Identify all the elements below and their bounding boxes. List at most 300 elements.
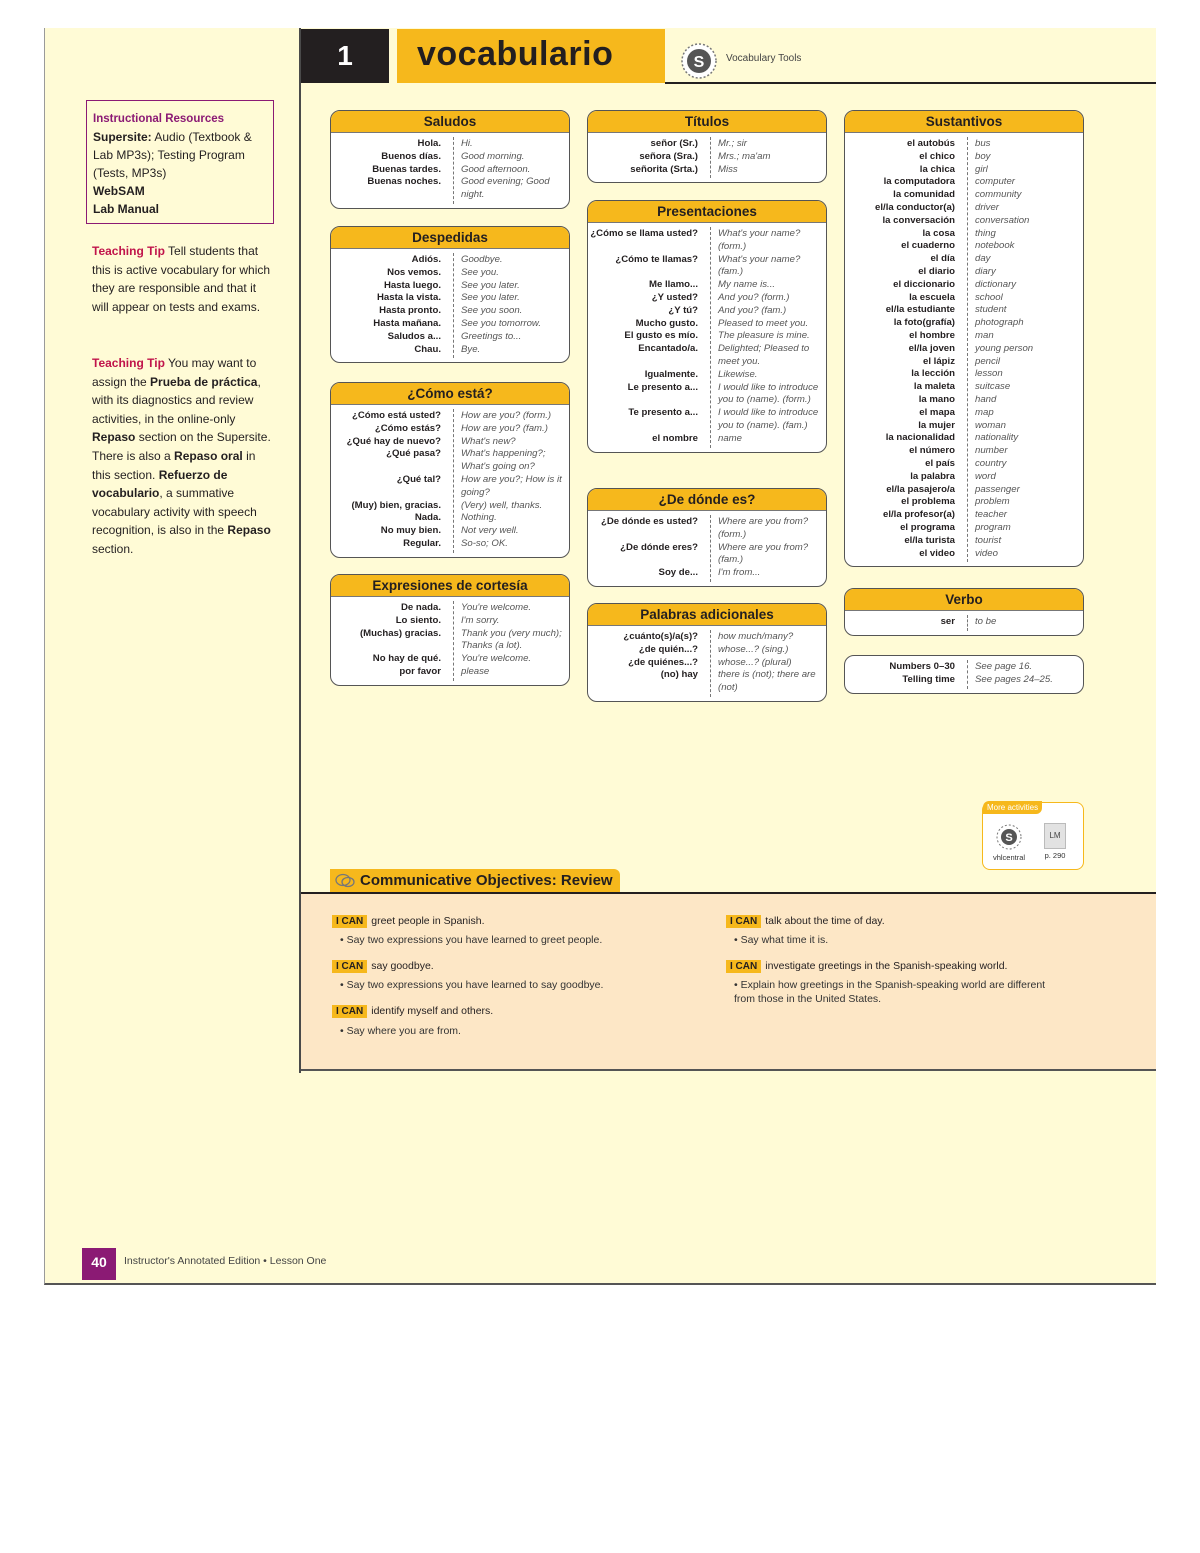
vocab-row — [588, 657, 826, 670]
spanish-term: De nada. — [401, 602, 441, 613]
tip-term: Repaso — [227, 523, 271, 538]
spanish-term: Numbers 0–30 — [889, 661, 955, 672]
vocab-row — [331, 176, 569, 202]
english-translation: How are you?; How is it going? — [461, 473, 562, 498]
english-translation: So-so; OK. — [461, 537, 508, 549]
vocab-row — [845, 616, 1083, 629]
spanish-term: señora (Sra.) — [639, 150, 698, 162]
english-translation: Pleased to meet you. — [718, 317, 809, 329]
english-translation: notebook — [975, 240, 1015, 252]
spanish-term: ¿Qué pasa? — [386, 448, 441, 460]
spanish-term: Hasta luego. — [383, 279, 441, 291]
vocab-row — [588, 330, 826, 343]
spanish-term: el/la profesor(a) — [883, 509, 955, 521]
english-translation: How are you? (fam.) — [461, 422, 548, 434]
tip-text: , a summative vocabulary activity with speech recognition, is also in the — [92, 486, 257, 538]
i-can-badge: I CAN — [726, 915, 761, 928]
tip-text: in this section. — [92, 448, 256, 482]
i-can-badge: I CAN — [332, 960, 367, 973]
resources-title: Instructional Resources — [93, 113, 225, 125]
english-translation: See page 16. — [975, 661, 1033, 672]
english-translation: pencil — [975, 355, 1001, 367]
spanish-term: Adiós. — [411, 254, 441, 265]
objectives-header — [330, 869, 620, 893]
teaching-tip-text: Tell students that this is active vocabulary for which they are responsible and that it will appear on tests and exams. — [92, 244, 271, 314]
spanish-term: el día — [930, 253, 955, 265]
vocab-row — [331, 448, 569, 474]
spanish-term: Regular. — [403, 537, 441, 549]
spanish-term: la palabra — [910, 470, 955, 482]
resource-item — [93, 182, 267, 200]
english-translation: Good evening; Good night. — [461, 176, 550, 201]
english-translation: Good morning. — [461, 150, 525, 162]
spanish-term: Mucho gusto. — [635, 317, 698, 329]
spanish-term: la foto(grafía) — [893, 317, 955, 329]
english-translation: bus — [975, 138, 991, 149]
vocab-row — [845, 356, 1083, 369]
english-translation: I'm sorry. — [461, 614, 500, 626]
vocab-row — [331, 305, 569, 318]
english-translation: Good afternoon. — [461, 163, 531, 175]
spanish-term: ¿De dónde eres? — [620, 541, 698, 553]
english-translation: there is (not); there are (not) — [718, 669, 816, 694]
vocab-row — [845, 240, 1083, 253]
spanish-term: Hasta mañana. — [373, 317, 441, 329]
vocab-box-palabras-adicionales — [587, 603, 827, 702]
vocab-row — [845, 151, 1083, 164]
english-translation: word — [975, 470, 996, 482]
english-translation: Where are you from? (fam.) — [718, 541, 809, 566]
supersite-link[interactable] — [991, 823, 1027, 862]
vocab-box-de-donde — [587, 488, 827, 587]
english-translation: You're welcome. — [461, 602, 532, 613]
vocab-row — [588, 631, 826, 644]
english-translation: man — [975, 329, 994, 341]
spanish-term: señorita (Srta.) — [630, 163, 698, 175]
english-translation: girl — [975, 163, 988, 175]
english-translation: day — [975, 253, 991, 265]
resource-item — [93, 200, 267, 218]
lab-manual-icon: LM — [1044, 823, 1066, 849]
spanish-term: el chico — [919, 150, 955, 162]
vocab-row — [331, 164, 569, 177]
english-translation: Hi. — [461, 138, 473, 149]
english-translation: Not very well. — [461, 525, 519, 537]
vocab-row — [845, 484, 1083, 497]
spanish-term: Buenas noches. — [367, 176, 441, 188]
objective-text: greet people in Spanish. — [371, 915, 485, 927]
english-translation: See you later. — [461, 292, 520, 304]
vocab-rows — [588, 626, 826, 701]
objective-item — [332, 915, 484, 928]
english-translation: student — [975, 304, 1007, 316]
spanish-term: el país — [925, 457, 955, 469]
english-translation: Nothing. — [461, 512, 497, 524]
spanish-term: Hasta la vista. — [377, 292, 441, 304]
spanish-term: el hombre — [909, 329, 955, 341]
objective-bullet: • Explain how greetings in the Spanish-speaking world are different from those in the United States. — [734, 979, 1046, 1005]
english-translation: thing — [975, 227, 996, 239]
vocab-box-verbo — [844, 588, 1084, 636]
vocab-rows — [331, 133, 569, 208]
spanish-term: la mujer — [918, 419, 955, 431]
objective-item — [726, 915, 885, 928]
objective-item — [726, 960, 1007, 973]
vocab-row — [331, 331, 569, 344]
vocab-box-como-esta — [330, 382, 570, 558]
english-translation: Mr.; sir — [718, 138, 747, 149]
spanish-term: Soy de... — [658, 567, 698, 579]
english-translation: What's new? — [461, 435, 516, 447]
spanish-term: el/la estudiante — [885, 304, 955, 316]
english-translation: lesson — [975, 368, 1003, 380]
vocab-rows — [331, 597, 569, 685]
vocab-row — [845, 202, 1083, 215]
vocab-box-title: Presentaciones — [588, 201, 826, 223]
lesson-number: 1 — [301, 29, 389, 83]
spanish-term: Le presento a... — [627, 381, 698, 393]
vocab-row — [845, 189, 1083, 202]
vocab-row — [845, 496, 1083, 509]
header-rule — [665, 82, 1156, 84]
english-translation: map — [975, 406, 994, 418]
page-title: vocabulario — [417, 35, 614, 73]
english-translation: passenger — [975, 483, 1020, 495]
spanish-term: (Muchas) gracias. — [359, 627, 441, 639]
english-translation: Mrs.; ma'am — [718, 150, 771, 162]
vocab-box-saludos — [330, 110, 570, 209]
spanish-term: el diccionario — [893, 278, 955, 290]
vocab-row — [588, 151, 826, 164]
vocab-row — [588, 669, 826, 695]
vocab-row — [588, 407, 826, 433]
objective-text: talk about the time of day. — [765, 915, 885, 927]
vocab-row — [588, 567, 826, 580]
spanish-term: No muy bien. — [380, 525, 441, 537]
vocab-row — [331, 653, 569, 666]
english-translation: Likewise. — [718, 368, 758, 380]
english-translation: I would like to introduce you to (name). (fam.) — [718, 407, 819, 431]
vocab-row — [331, 525, 569, 538]
vocab-row — [845, 317, 1083, 330]
objective-bullet: • Say two expressions you have learned to say goodbye. — [340, 979, 604, 991]
title-banner — [397, 29, 665, 83]
english-translation: driver — [975, 201, 999, 213]
english-translation: What's happening?; What's going on? — [461, 448, 546, 473]
vocab-box-title: Despedidas — [331, 227, 569, 249]
english-translation: please — [461, 665, 490, 677]
vocab-row — [845, 304, 1083, 317]
english-translation: number — [975, 445, 1008, 457]
english-translation: woman — [975, 419, 1006, 431]
english-translation: What's your name? (form.) — [718, 228, 801, 252]
english-translation: Delighted; Pleased to meet you. — [718, 343, 810, 367]
english-translation: Where are you from? (form.) — [718, 516, 809, 540]
english-translation: school — [975, 291, 1003, 303]
vocab-box-presentaciones — [587, 200, 827, 453]
vocab-row — [588, 138, 826, 151]
vocab-row — [845, 228, 1083, 241]
vocab-row — [845, 471, 1083, 484]
vocab-rows — [331, 249, 569, 362]
vocab-row — [588, 279, 826, 292]
vocab-rows — [588, 223, 826, 452]
objective-text: identify myself and others. — [371, 1005, 494, 1017]
english-translation: How are you? (form.) — [461, 410, 552, 421]
spanish-term: la mano — [918, 393, 955, 405]
spanish-term: Telling time — [902, 673, 955, 685]
english-translation: community — [975, 189, 1022, 201]
vocab-row — [331, 423, 569, 436]
spanish-term: el/la joven — [908, 342, 955, 354]
spanish-term: el video — [919, 547, 955, 559]
english-translation: computer — [975, 176, 1015, 188]
vocab-row — [845, 522, 1083, 535]
english-translation: See pages 24–25. — [975, 673, 1053, 685]
objective-text: investigate greetings in the Spanish-speaking world. — [765, 960, 1008, 972]
vocab-row — [331, 628, 569, 654]
spanish-term: el lápiz — [923, 355, 955, 367]
resource-item-bold: WebSAM — [93, 184, 145, 198]
vocab-row — [331, 615, 569, 628]
footer-text: Instructor's Annotated Edition • Lesson One — [124, 1255, 327, 1267]
spanish-term: el programa — [900, 521, 955, 533]
vocab-row — [845, 407, 1083, 420]
vocab-row — [331, 138, 569, 151]
spanish-term: Hola. — [417, 138, 441, 149]
english-translation: I'm from... — [718, 567, 761, 579]
vocab-box-cortesia — [330, 574, 570, 686]
tip-text: section on the Supersite. There is also a — [92, 430, 271, 463]
vocab-row — [331, 512, 569, 525]
spanish-term: Lo siento. — [395, 614, 441, 626]
vocab-row — [845, 432, 1083, 445]
english-translation: video — [975, 547, 998, 559]
vocab-row — [588, 254, 826, 280]
english-translation: how much/many? — [718, 631, 794, 642]
spanish-term: Hasta pronto. — [379, 305, 441, 317]
vocab-row — [845, 445, 1083, 458]
i-can-badge: I CAN — [332, 1005, 367, 1018]
vocab-row — [845, 420, 1083, 433]
spanish-term: Encantado/a. — [638, 343, 698, 355]
english-translation: whose...? (sing.) — [718, 643, 789, 655]
spanish-term: la escuela — [909, 291, 955, 303]
english-translation: Goodbye. — [461, 254, 503, 265]
objective-text: say goodbye. — [371, 960, 434, 972]
spanish-term: ¿Y usted? — [651, 291, 698, 303]
vocab-rows — [331, 405, 569, 557]
resource-item-bold: Supersite: — [93, 130, 152, 144]
english-translation: What's your name? (fam.) — [718, 253, 801, 278]
vocab-row — [588, 305, 826, 318]
vocab-row — [845, 330, 1083, 343]
spanish-term: señor (Sr.) — [650, 138, 698, 149]
tip-text: , with its diagnostics and review activities, in the online-only — [92, 374, 261, 426]
english-translation: The pleasure is mine. — [718, 330, 810, 342]
vocab-row — [331, 500, 569, 513]
vocab-row — [331, 436, 569, 449]
teaching-tip-2 — [92, 354, 274, 559]
objective-bullet: • Say where you are from. — [340, 1025, 461, 1037]
vocab-row — [331, 410, 569, 423]
english-translation: (Very) well, thanks. — [461, 499, 543, 511]
english-translation: You're welcome. — [461, 653, 532, 665]
tip-term: Prueba de práctica — [150, 374, 258, 389]
vocab-row — [331, 151, 569, 164]
english-translation: boy — [975, 150, 991, 162]
vocab-row — [845, 343, 1083, 356]
vocab-rows — [588, 133, 826, 182]
teaching-tip-label: Teaching Tip — [92, 356, 165, 370]
vocab-row — [588, 343, 826, 369]
vocab-box-title: Sustantivos — [845, 111, 1083, 133]
vocab-box-references — [844, 655, 1084, 694]
english-translation: teacher — [975, 509, 1007, 521]
english-translation: See you. — [461, 266, 499, 278]
i-can-badge: I CAN — [726, 960, 761, 973]
speech-bubble-icon — [334, 871, 356, 891]
vocab-row — [331, 538, 569, 551]
spanish-term: ¿de quién...? — [638, 643, 698, 655]
svg-text:S: S — [693, 54, 705, 71]
vocab-box-title: Expresiones de cortesía — [331, 575, 569, 597]
spanish-term: la cosa — [922, 227, 955, 239]
spanish-term: Me llamo... — [648, 279, 698, 291]
vocab-row — [588, 292, 826, 305]
english-translation: See you tomorrow. — [461, 317, 541, 329]
vocab-row — [588, 542, 826, 568]
supersite-label: vhlcentral — [992, 853, 1026, 862]
vocab-row — [845, 215, 1083, 228]
vocab-box-despedidas — [330, 226, 570, 363]
english-translation: nationality — [975, 432, 1019, 444]
spanish-term: el autobús — [907, 138, 955, 149]
spanish-term: ¿Cómo te llamas? — [615, 253, 698, 265]
english-translation: conversation — [975, 214, 1030, 226]
vocab-box-title: Saludos — [331, 111, 569, 133]
spanish-term: por favor — [399, 665, 441, 677]
svg-text:S: S — [1005, 832, 1013, 844]
spanish-term: Nos vemos. — [387, 266, 441, 278]
vocab-rows — [845, 656, 1083, 693]
vocab-row — [845, 381, 1083, 394]
spanish-term: ¿Qué hay de nuevo? — [346, 435, 441, 447]
vocabulary-tools-link[interactable]: Vocabulary Tools — [726, 53, 802, 64]
lab-manual-link[interactable] — [1037, 823, 1073, 860]
english-translation: See you later. — [461, 279, 520, 291]
resource-item — [93, 128, 267, 182]
tip-term: Refuerzo de vocabulario — [92, 467, 228, 501]
english-translation: dictionary — [975, 278, 1017, 290]
vocab-row — [588, 644, 826, 657]
more-activities-box — [982, 802, 1084, 870]
vocab-box-title: Palabras adicionales — [588, 604, 826, 626]
vocab-rows — [845, 611, 1083, 635]
spanish-term: la conversación — [882, 214, 955, 226]
tip-term: Repaso — [92, 430, 136, 445]
spanish-term: (Muy) bien, gracias. — [351, 499, 441, 511]
vocab-row — [588, 369, 826, 382]
vocab-row — [845, 394, 1083, 407]
spanish-term: el/la conductor(a) — [875, 201, 955, 213]
vocab-row — [331, 318, 569, 331]
spanish-term: Buenas tardes. — [372, 163, 441, 175]
vocab-row — [845, 253, 1083, 266]
spanish-term: ¿de quiénes...? — [628, 656, 698, 668]
vocab-row — [845, 292, 1083, 305]
spanish-term: ¿cuánto(s)/a(s)? — [623, 631, 698, 642]
vocab-row — [845, 458, 1083, 471]
spanish-term: Nada. — [414, 512, 441, 524]
resource-item-text: Audio (Textbook & Lab MP3s); Testing Program (Tests, MP3s) — [93, 130, 252, 180]
lab-manual-page: p. 290 — [1044, 851, 1066, 860]
english-translation: to be — [975, 616, 997, 627]
english-translation: Miss — [718, 163, 738, 175]
tip-text: section. — [92, 541, 134, 556]
vocab-box-title: ¿De dónde es? — [588, 489, 826, 511]
english-translation: name — [718, 432, 742, 444]
english-translation: photograph — [975, 317, 1024, 329]
vocab-row — [845, 674, 1083, 687]
english-translation: I would like to introduce you to (name). (form.) — [718, 381, 819, 406]
vocab-row — [845, 138, 1083, 151]
spanish-term: la computadora — [883, 176, 955, 188]
english-translation: whose...? (plural) — [718, 656, 792, 668]
vocab-row — [845, 548, 1083, 561]
objectives-title: Communicative Objectives: Review — [360, 872, 613, 889]
vocab-box-title: Verbo — [845, 589, 1083, 611]
spanish-term: ¿Cómo se llama usted? — [590, 228, 698, 239]
vocab-row — [331, 344, 569, 357]
english-translation: And you? (fam.) — [718, 304, 787, 316]
spanish-term: la chica — [919, 163, 955, 175]
vocab-row — [588, 164, 826, 177]
spanish-term: el número — [909, 445, 955, 457]
spanish-term: ser — [940, 616, 955, 627]
i-can-badge: I CAN — [332, 915, 367, 928]
english-translation: See you soon. — [461, 305, 523, 317]
vocab-row — [588, 433, 826, 446]
spanish-term: el/la pasajero/a — [886, 483, 955, 495]
english-translation: diary — [975, 265, 996, 277]
spanish-term: la comunidad — [893, 189, 955, 201]
spanish-term: ¿Cómo está usted? — [351, 410, 441, 421]
english-translation: suitcase — [975, 381, 1011, 393]
spanish-term: Buenos días. — [381, 150, 441, 162]
vocab-row — [331, 666, 569, 679]
supersite-icon[interactable] — [680, 42, 718, 80]
vocab-row — [845, 164, 1083, 177]
vocab-row — [588, 516, 826, 542]
spanish-term: el nombre — [652, 432, 698, 444]
vocab-box-title: Títulos — [588, 111, 826, 133]
spanish-term: el diario — [918, 265, 955, 277]
english-translation: My name is... — [718, 279, 776, 291]
spanish-term: la maleta — [913, 381, 955, 393]
spanish-term: Te presento a... — [628, 407, 698, 419]
vocab-row — [845, 368, 1083, 381]
english-translation: Bye. — [461, 343, 481, 355]
english-translation: problem — [975, 496, 1010, 508]
vocab-row — [588, 382, 826, 408]
vocab-row — [845, 176, 1083, 189]
vocab-row — [331, 280, 569, 293]
spanish-term: ¿Y tú? — [668, 304, 698, 316]
tip-term: Repaso oral — [174, 448, 243, 463]
page-number: 40 — [82, 1248, 116, 1280]
english-translation: program — [975, 521, 1011, 533]
